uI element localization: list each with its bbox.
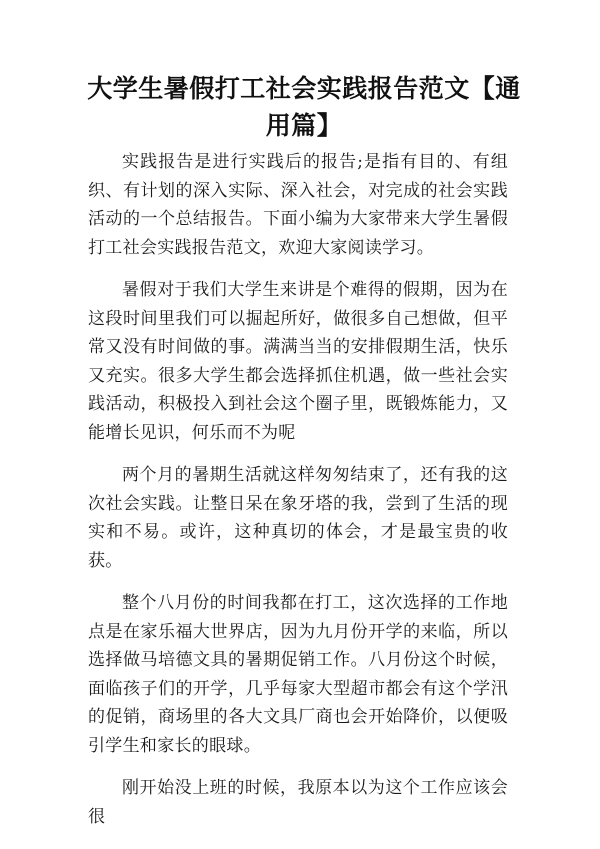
document-body	[88, 148, 508, 845]
document-title: 大学生暑假打工社会实践报告范文【通用篇】	[87, 74, 521, 140]
paragraph-first-days: 刚开始没上班的时候，我原本以为这个工作应该会很	[88, 778, 508, 827]
paragraph-intro: 实践报告是进行实践后的报告;是指有目的、有组织、有计划的深入实际、深入社会，对完成的社会实践活动的一个总结报告。下面小编为大家带来大学生暑假打工社会实践报告范文，欢迎大家阅读学习。	[88, 152, 508, 258]
paragraph-august-work: 整个八月份的时间我都在打工，这次选择的工作地点是在家乐福大世界店，因为九月份开学的来临，所以选择做马培德文具的暑期促销工作。八月份这个时候，面临孩子们的开学，几乎每家大型超市都会有这个学汛的促销，商场里的各大文具厂商也会开始降价，以便吸引学生和家长的眼球。	[88, 593, 508, 756]
paragraph-two-months: 两个月的暑期生活就这样匆匆结束了，还有我的这次社会实践。让整日呆在象牙塔的我，尝到了生活的现实和不易。或许，这种真切的体会，才是最宝贵的收获。	[88, 465, 508, 571]
paragraph-summer-vacation: 暑假对于我们大学生来讲是个难得的假期，因为在这段时间里我们可以掘起所好，做很多自己想做，但平常又没有时间做的事。满满当当的安排假期生活，快乐又充实。很多大学生都会选择抓住机遇，做一些社会实践活动，积极投入到社会这个圈子里，既锻炼能力，又能增长见识，何乐而不为呢	[88, 280, 508, 443]
